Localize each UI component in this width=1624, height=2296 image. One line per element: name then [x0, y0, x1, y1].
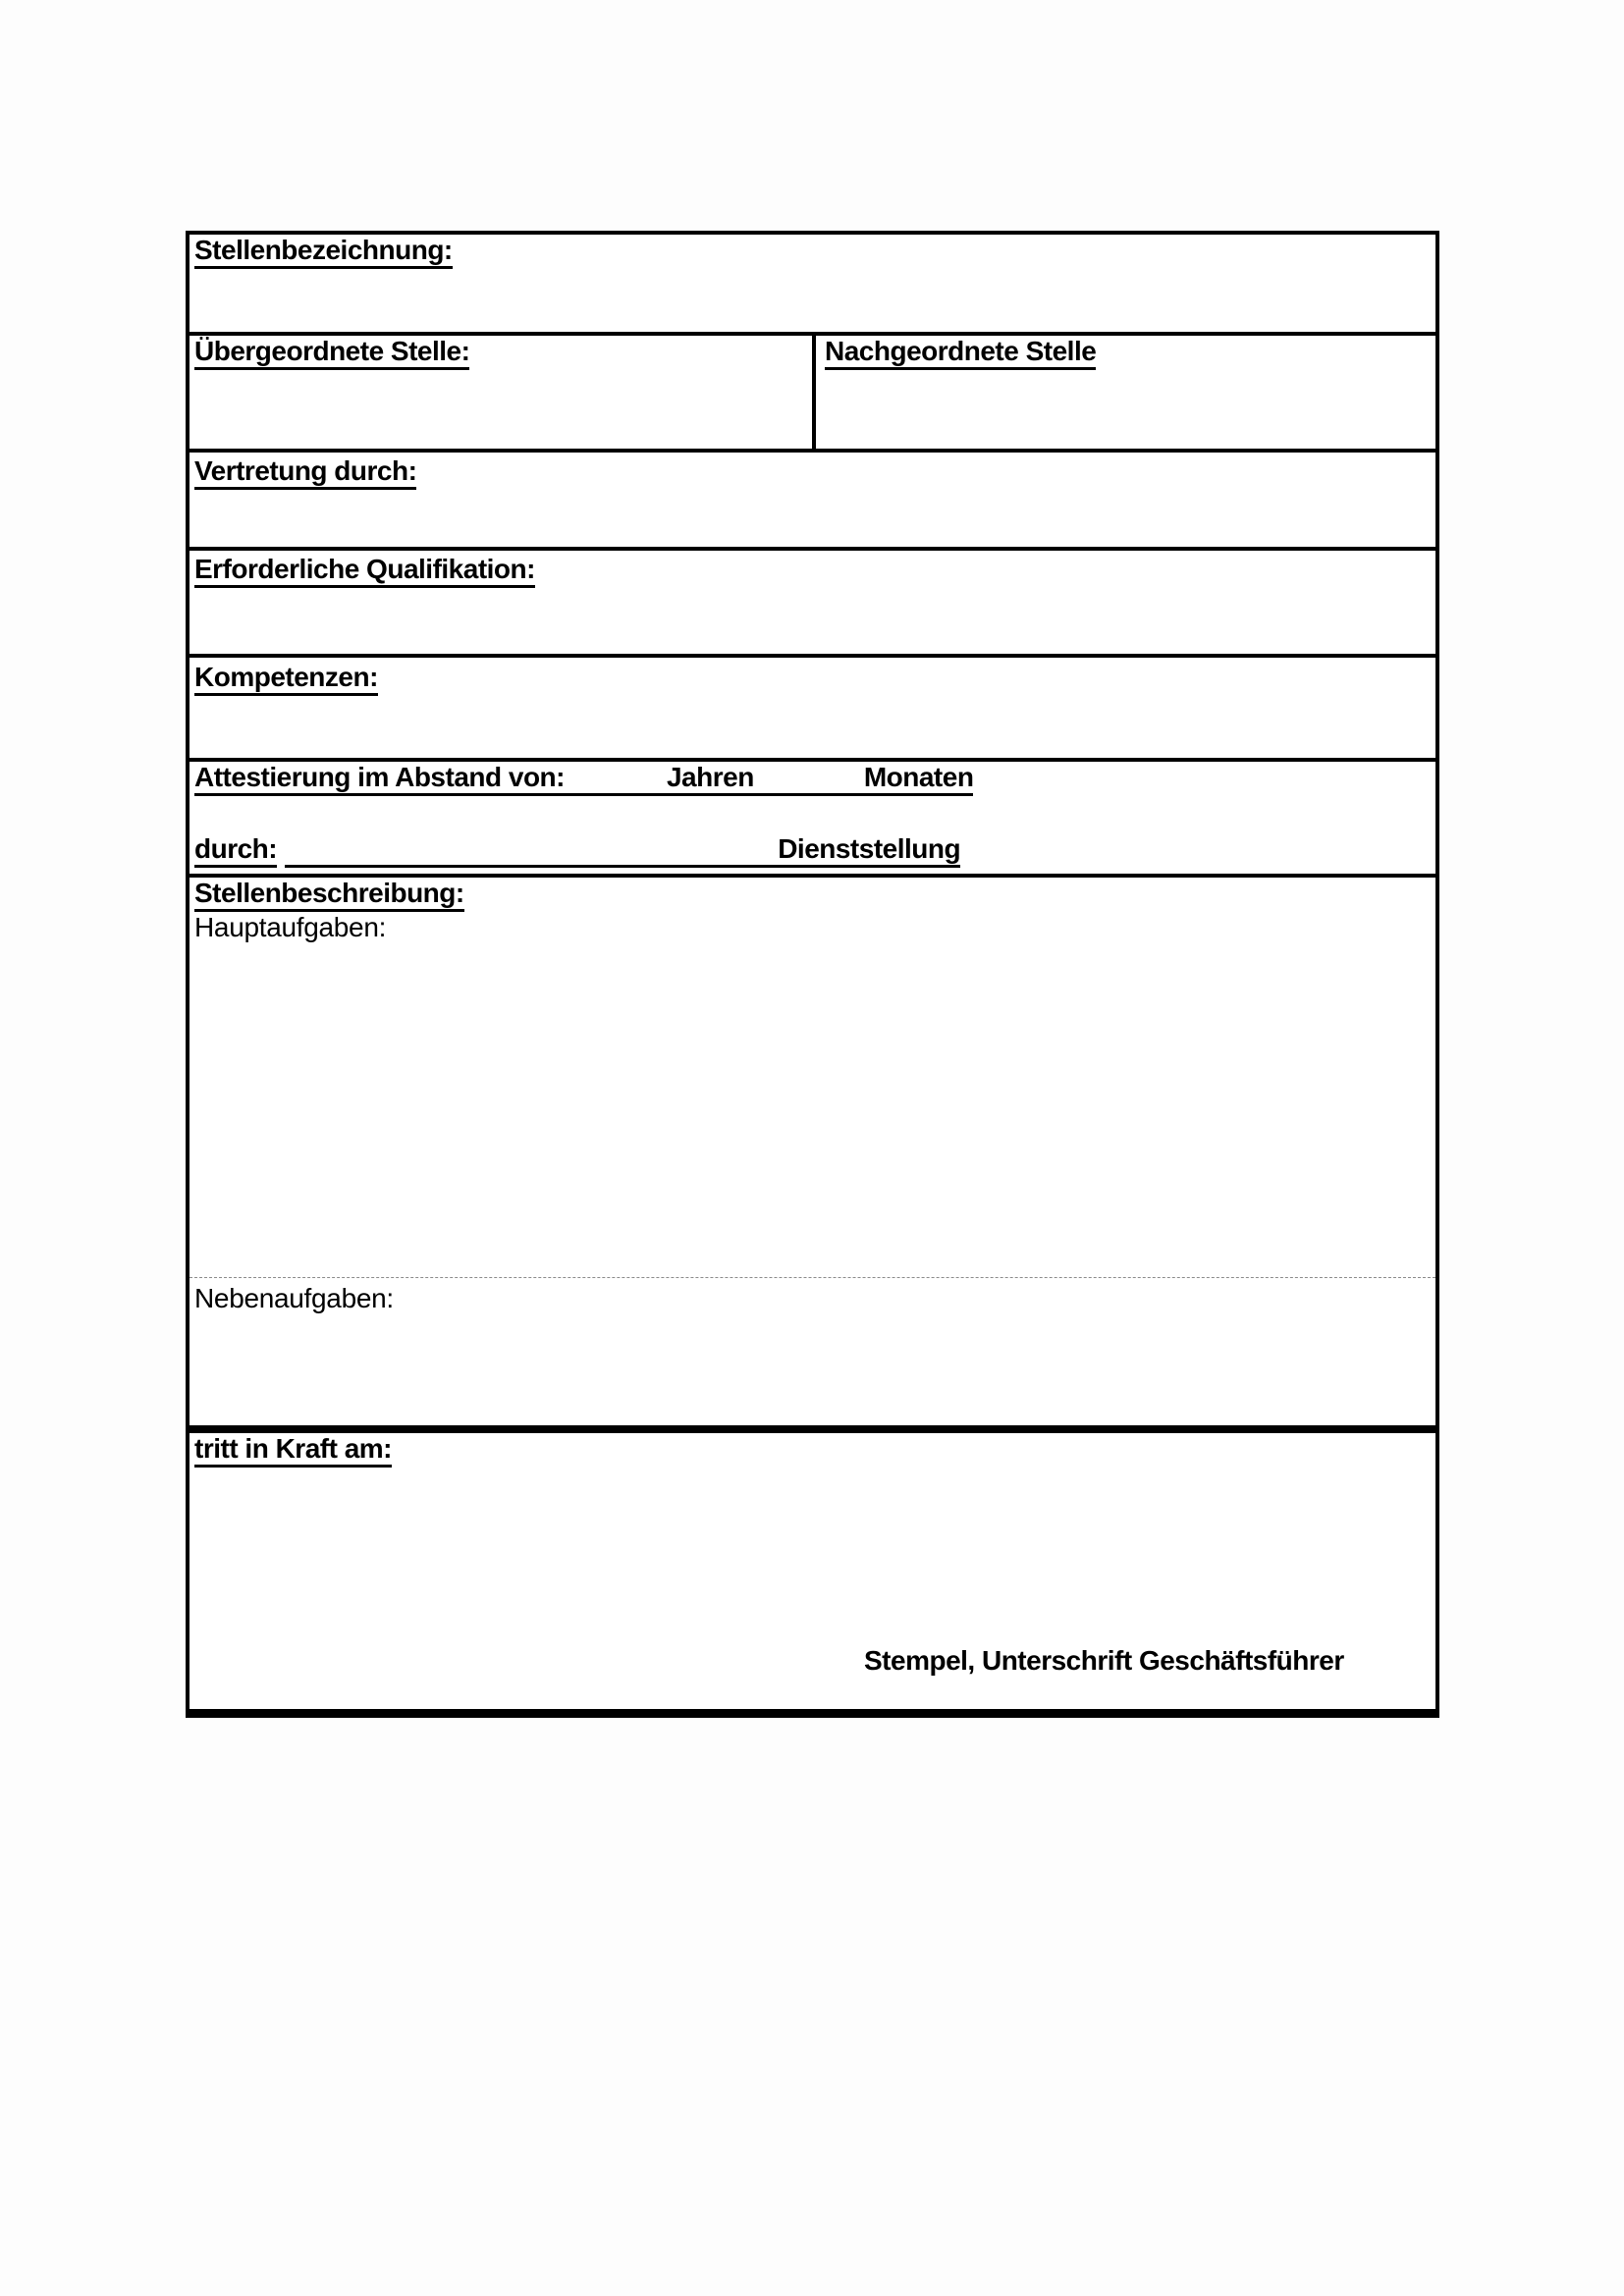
row-stellen-hierarchie [189, 336, 1435, 453]
jahren-label: Jahren [666, 762, 754, 792]
hauptaufgaben-section [189, 878, 1435, 1277]
nebenaufgaben-label: Nebenaufgaben: [194, 1283, 394, 1313]
vertretung-durch-input-area[interactable] [189, 492, 1435, 547]
nachgeordnete-stelle-label: Nachgeordnete Stelle [825, 336, 1096, 370]
hauptaufgaben-label: Hauptaufgaben: [194, 912, 387, 943]
stellenbezeichnung-input-area[interactable] [189, 274, 1435, 332]
attestierung-durch-input-area[interactable] [285, 833, 960, 868]
row-stellenbezeichnung [189, 235, 1435, 336]
nachgeordnete-stelle-cell [816, 336, 1435, 449]
stellenbeschreibung-label: Stellenbeschreibung: [194, 878, 464, 912]
stellenbezeichnung-label: Stellenbezeichnung: [194, 235, 453, 269]
kompetenzen-input-area[interactable] [189, 697, 1435, 758]
vertretung-durch-label: Vertretung durch: [194, 455, 416, 490]
erforderliche-qualifikation-input-area[interactable] [189, 590, 1435, 654]
nebenaufgaben-input-area[interactable] [189, 1317, 1435, 1425]
attestierung-line [194, 762, 973, 796]
nebenaufgaben-section [189, 1277, 1435, 1425]
row-inkrafttreten [189, 1433, 1435, 1709]
attestierung-label: Attestierung im Abstand von: [194, 762, 565, 792]
erforderliche-qualifikation-label: Erforderliche Qualifikation: [194, 554, 535, 588]
uebergeordnete-stelle-label: Übergeordnete Stelle: [194, 336, 469, 370]
kompetenzen-label: Kompetenzen: [194, 662, 378, 696]
uebergeordnete-stelle-input-area[interactable] [189, 375, 812, 449]
row-attestierung [189, 762, 1435, 878]
monaten-label: Monaten [863, 762, 974, 792]
durch-label: durch: [194, 833, 277, 868]
tritt-in-kraft-label: tritt in Kraft am: [194, 1433, 392, 1468]
row-vertretung [189, 453, 1435, 551]
row-stellenbeschreibung [189, 878, 1435, 1433]
row-qualifikation [189, 551, 1435, 658]
stellenbeschreibung-form [186, 231, 1439, 1718]
row-kompetenzen [189, 658, 1435, 762]
dienststellung-label: Dienststellung [778, 833, 961, 865]
attestierung-durch-line [194, 833, 1435, 868]
hauptaufgaben-input-area[interactable] [189, 951, 1435, 1277]
uebergeordnete-stelle-cell [189, 336, 816, 449]
nachgeordnete-stelle-input-area[interactable] [816, 375, 1435, 449]
signature-caption: Stempel, Unterschrift Geschäftsführer [864, 1645, 1344, 1676]
